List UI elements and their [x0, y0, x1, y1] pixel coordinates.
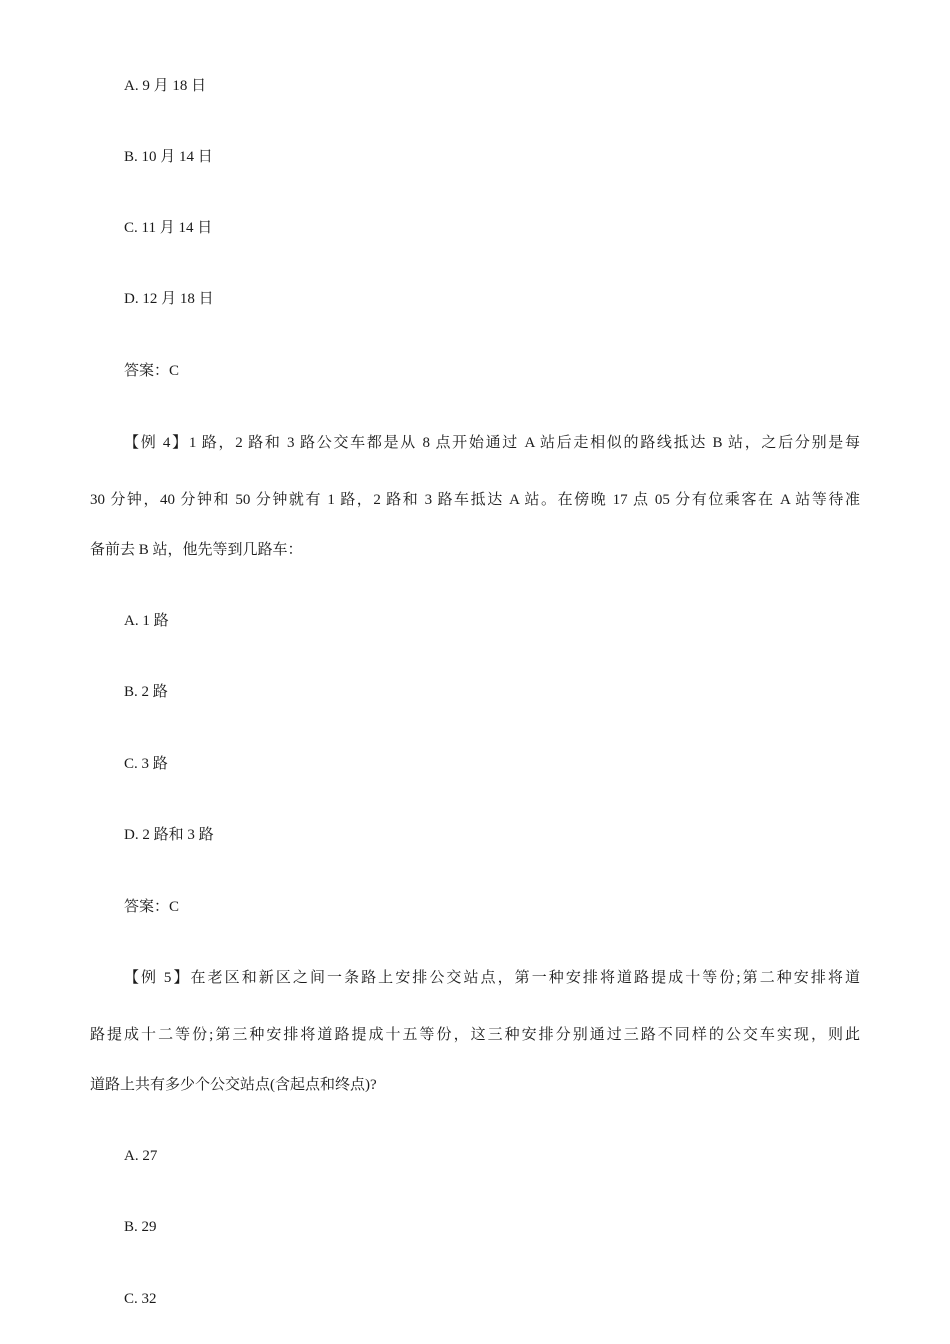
q4-option-a: A. 1 路 [124, 613, 169, 629]
q5-text-line-1: 【例 5】在老区和新区之间一条路上安排公交站点，第一种安排将道路提成十等份;第二种安排将道 [124, 970, 860, 986]
q5-text-line-3: 道路上共有多少个公交站点(含起点和终点)? [90, 1077, 377, 1093]
q4-text-line-2: 30 分钟，40 分钟和 50 分钟就有 1 路，2 路和 3 路车抵达 A 站。在傍晚 17 点 05 分有位乘客在 A 站等待准 [90, 492, 860, 508]
q4-option-d: D. 2 路和 3 路 [124, 827, 214, 843]
q4-option-b: B. 2 路 [124, 684, 168, 700]
q3-option-c: C. 11 月 14 日 [124, 220, 213, 236]
q4-text-line-1: 【例 4】1 路，2 路和 3 路公交车都是从 8 点开始通过 A 站后走相似的路线抵达 B 站，之后分别是每 [124, 435, 860, 451]
q4-answer: 答案：C [124, 899, 180, 915]
q5-option-a: A. 27 [124, 1148, 158, 1164]
q3-option-a: A. 9 月 18 日 [124, 78, 207, 94]
q5-option-c: C. 32 [124, 1291, 157, 1307]
q3-option-d: D. 12 月 18 日 [124, 291, 214, 307]
q5-text-line-2: 路提成十二等份;第三种安排将道路提成十五等份，这三种安排分别通过三路不同样的公交车实现，则此 [90, 1027, 860, 1043]
q4-text-line-3: 备前去 B 站，他先等到几路车： [90, 542, 303, 558]
q3-option-b: B. 10 月 14 日 [124, 149, 213, 165]
q5-option-b: B. 29 [124, 1219, 157, 1235]
q3-answer: 答案：C [124, 363, 180, 379]
q4-option-c: C. 3 路 [124, 756, 168, 772]
